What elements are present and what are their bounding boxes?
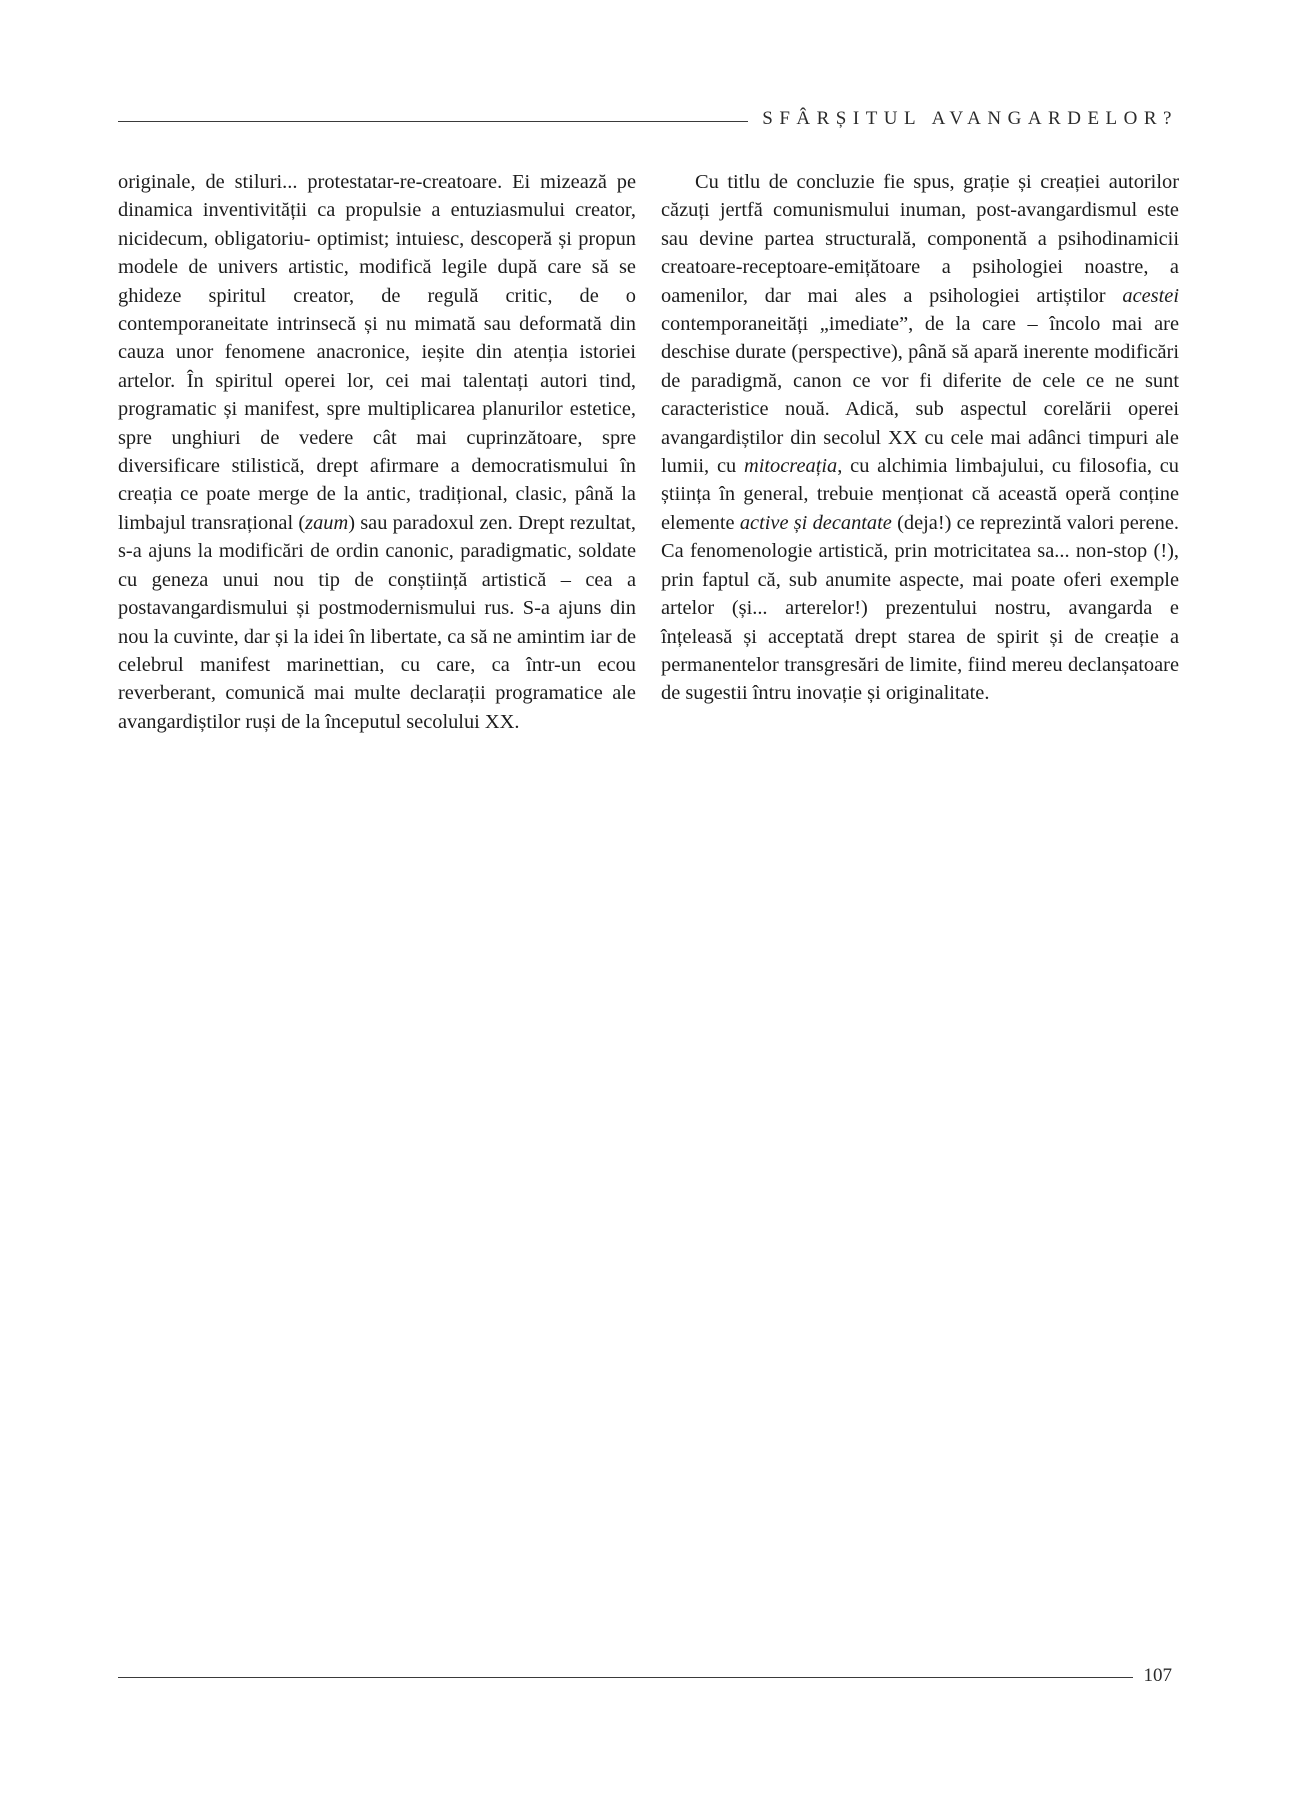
right-paragraph xyxy=(661,168,1179,708)
left-text-1: originale, de stiluri... protestatar-re-creatoare. Ei mizează pe dinamica inventivității ca propulsie a entuziasmului creator, nicidecum, obligatoriu- optimist; intuiesc, descoperă și propun modele de univers artistic, modifică legile după care să se ghideze spiritul creator, de regulă critic, de o contemporaneitate intrinsecă și nu mimată sau deformată din cauza unor fenomene anacronice, ieșite din atenția istoriei artelor. În spiritul operei lor, cei mai talentați autori tind, programatic și manifest, spre multiplicarea planurilor estetice, spre unghiuri de vedere cât mai cuprinzătoare, spre diversificare stilistică, drept afirmare a democratismului în creația ce poate merge de la antic, tradițional, clasic, până la limbajul transrațional ( xyxy=(118,171,636,534)
footer-rule xyxy=(118,1677,1133,1678)
left-italic-zaum: zaum xyxy=(305,511,349,534)
right-text-1: Cu titlu de concluzie fie spus, grație și creației autorilor căzuți jertfă comunismului inuman, post-avangardismul este sau devine partea structurală, componentă a psihodinamicii creatoare-receptoare-emițătoare a psihologiei noastre, a oamenilor, dar mai ales a psihologiei artiștilor xyxy=(661,171,1179,307)
header-rule xyxy=(118,121,748,122)
right-column xyxy=(661,168,1179,708)
right-italic-acestei: acestei xyxy=(1122,284,1179,307)
right-text-3: , cu alchimia limbajului, cu filosofia, cu știința în general, trebuie menționat că această operă conține elemente xyxy=(661,455,1180,534)
page-number: 107 xyxy=(1143,1665,1172,1686)
right-text-4: (deja!) ce reprezintă valori perene. Ca fenomenologie artistică, prin motricitatea sa... non-stop (!), prin faptul că, sub anumite aspecte, mai poate oferi exemple artelor (și... arterelor!) prezentului nostru, avangarda e înțeleasă și acceptată drept starea de spirit și de creație a permanentelor transgresări de limite, fiind mereu declanșatoare de sugestii întru inovație și originalitate. xyxy=(661,511,1179,705)
left-column xyxy=(118,168,636,736)
left-paragraph xyxy=(118,168,636,736)
right-italic-active: active și decantate xyxy=(739,511,892,534)
right-italic-mitocreatia: mitocreația xyxy=(743,455,838,478)
right-text-2: contemporaneități „imediate”, de la care – încolo mai are deschise durate (perspective), până să apară inerente modificări de paradigmă, canon ce vor fi diferite de cele ce ne sunt caracteristice nouă. Adică, sub aspectul corelării operei avangardiștilor din secolul XX cu cele mai adânci timpuri ale lumii, cu xyxy=(661,313,1179,478)
left-text-2: ) sau paradoxul zen. Drept rezultat, s-a ajuns la modificări de ordin canonic, paradigmatic, soldate cu geneza unui nou tip de conștiință artistică – cea a postavangardismului și postmodernismului rus. S-a ajuns din nou la cuvinte, dar și la idei în libertate, ca să ne amintim iar de celebrul manifest marinettian, cu care, ca într-un ecou reverberant, comunică mai multe declarații programatice ale avangardiștilor ruși de la începutul secolului XX. xyxy=(118,511,636,733)
running-title: SFÂRȘITUL AVANGARDELOR? xyxy=(762,108,1178,129)
